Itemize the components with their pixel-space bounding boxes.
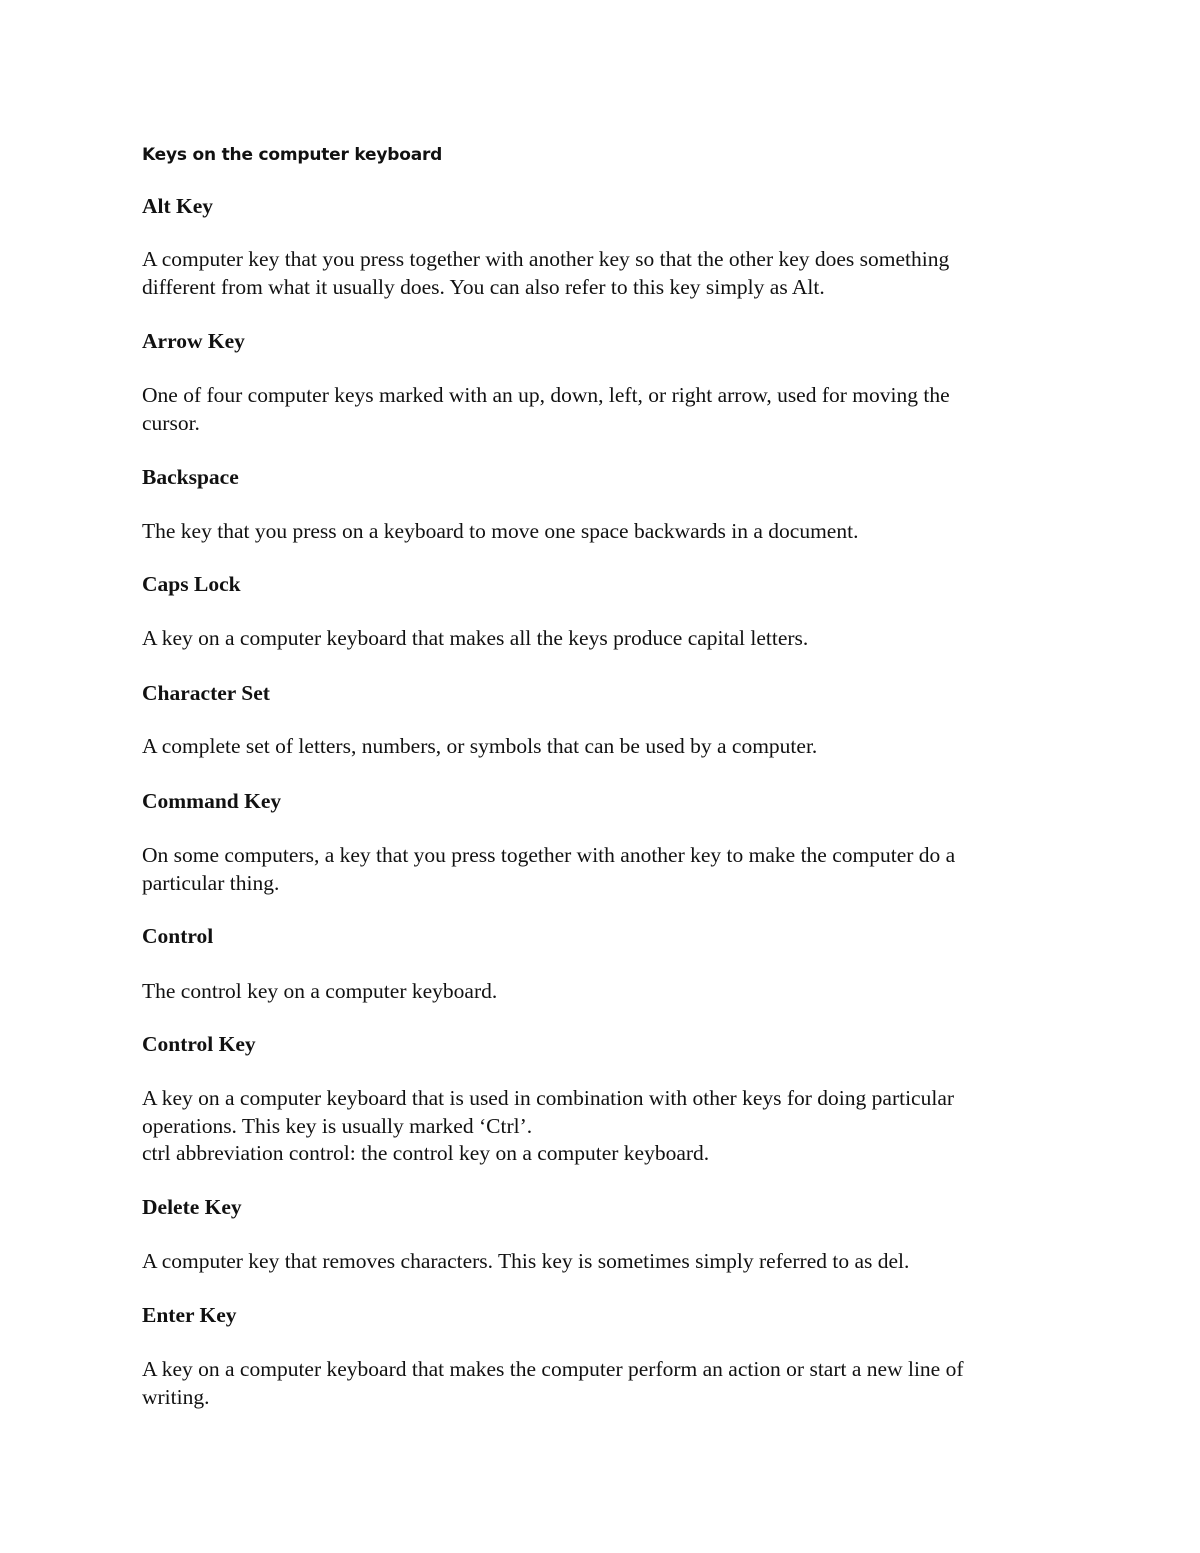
definition-arrow-key [142,382,1062,437]
term-control: Control [142,924,214,948]
term-command-key: Command Key [142,789,282,813]
term-character-set: Character Set [142,681,270,705]
definition-line: On some computers, a key that you press together with another key to make the computer do a [142,843,956,867]
definition-line: operations. This key is usually marked ‘Ctrl’. [142,1113,533,1138]
definition-line: ctrl abbreviation control: the control key on a computer keyboard. [142,1141,710,1165]
definition-character-set [142,733,1062,761]
definition-line: A key on a computer keyboard that makes all the keys produce capital letters. [142,626,809,650]
definition-line: One of four computer keys marked with an up, down, left, or right arrow, used for moving the [142,383,950,407]
term-control-key: Control Key [142,1032,256,1056]
definition-backspace [142,518,1062,546]
term-delete-key: Delete Key [142,1195,242,1219]
term-enter-key: Enter Key [142,1303,237,1327]
term-arrow-key: Arrow Key [142,329,245,353]
definition-delete-key [142,1248,1062,1276]
definition-line: A key on a computer keyboard that makes the computer perform an action or start a new line of [142,1357,964,1381]
definition-caps-lock [142,625,1062,653]
definition-alt-key [142,246,1062,301]
definition-line: A computer key that you press together with another key so that the other key does something [142,247,950,271]
term-alt-key: Alt Key [142,194,214,218]
definition-command-key [142,842,1062,897]
definition-line: different from what it usually does. You can also refer to this key simply as Alt. [142,274,825,299]
definition-line: The control key on a computer keyboard. [142,979,498,1003]
term-backspace: Backspace [142,465,239,489]
definition-line: writing. [142,1384,210,1409]
definition-control [142,978,1062,1006]
term-caps-lock: Caps Lock [142,572,241,596]
definition-line: particular thing. [142,870,280,895]
document-title: Keys on the computer keyboard [142,145,443,165]
definition-line: cursor. [142,410,200,435]
definition-line: A computer key that removes characters. This key is sometimes simply referred to as del. [142,1249,910,1273]
definition-enter-key [142,1356,1062,1411]
definition-control-key [142,1085,1062,1168]
definition-line: A key on a computer keyboard that is used in combination with other keys for doing particular [142,1086,955,1110]
definition-line: A complete set of letters, numbers, or symbols that can be used by a computer. [142,734,818,758]
definition-line: The key that you press on a keyboard to move one space backwards in a document. [142,519,859,543]
